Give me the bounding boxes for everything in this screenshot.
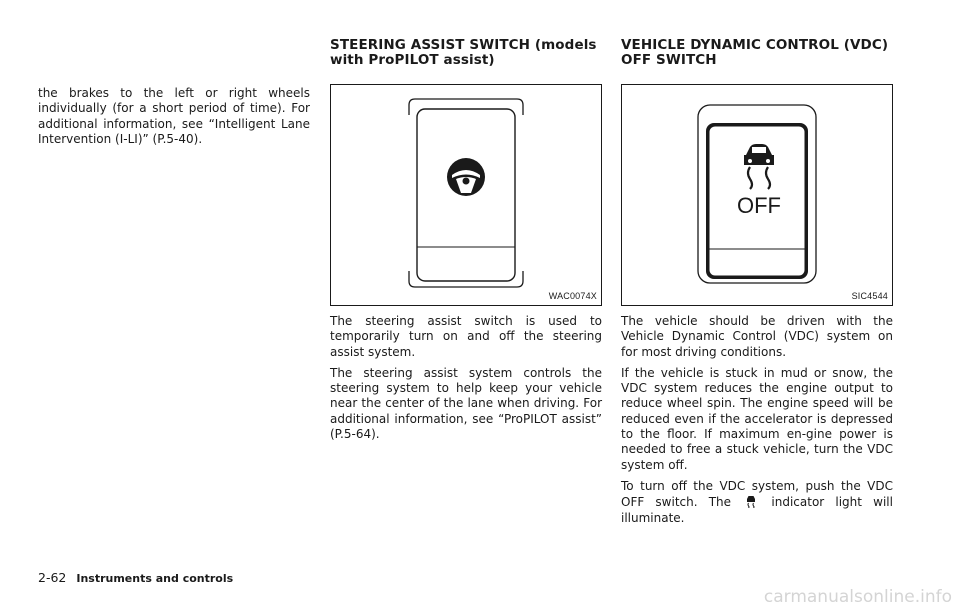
paragraph-text-before: To turn off the VDC system, push the VDC OFF switch. The	[621, 478, 893, 510]
steering-assist-figure	[330, 84, 602, 306]
vdc-off-heading: VEHICLE DYNAMIC CONTROL (VDC) OFF SWITCH	[621, 37, 889, 68]
vdc-off-icon	[744, 494, 758, 508]
paragraph: The steering assist switch is used to temporarily turn on and off the steering assist system.	[330, 314, 602, 359]
watermark: carmanualsonline.info	[763, 587, 952, 607]
paragraph: If the vehicle is stuck in mud or snow, the VDC system reduces the engine output to reduce wheel spin. The engine speed will be reduced even if the accelerator is depressed to the floor. If maximum en-gine power is needed to free a stuck vehicle, turn the VDC system off.	[621, 365, 893, 472]
column-middle-text	[330, 314, 602, 448]
page-number: 2-62	[38, 570, 67, 585]
paragraph	[621, 479, 893, 526]
vdc-off-figure	[621, 84, 893, 306]
page-footer	[38, 570, 233, 585]
paragraph: the brakes to the left or right wheels individually (for a short period of time). For additional information, see “Intelligent Lane Intervention (I-LI)” (P.5-40).	[38, 86, 310, 146]
figure-code: SIC4544	[851, 291, 888, 301]
steering-switch-illustration	[331, 85, 601, 305]
switch-off-label: OFF	[737, 193, 781, 218]
paragraph: The vehicle should be driven with the Vehicle Dynamic Control (VDC) system on for most driving conditions.	[621, 314, 893, 359]
figure-code: WAC0074X	[548, 291, 597, 301]
vdc-switch-illustration	[622, 85, 892, 305]
steering-assist-heading: STEERING ASSIST SWITCH (models with ProPILOT assist)	[330, 37, 597, 68]
column-right-text	[621, 314, 893, 532]
steering-wheel-icon	[447, 158, 485, 196]
column-left-text	[38, 86, 310, 153]
section-title: Instruments and controls	[76, 572, 234, 585]
paragraph: The steering assist system controls the steering system to help keep your vehicle near the center of the lane when driving. For additional information, see “ProPILOT assist” (P.5-64).	[330, 365, 602, 442]
paragraph-text-after: indicator light will illuminate.	[621, 495, 893, 525]
